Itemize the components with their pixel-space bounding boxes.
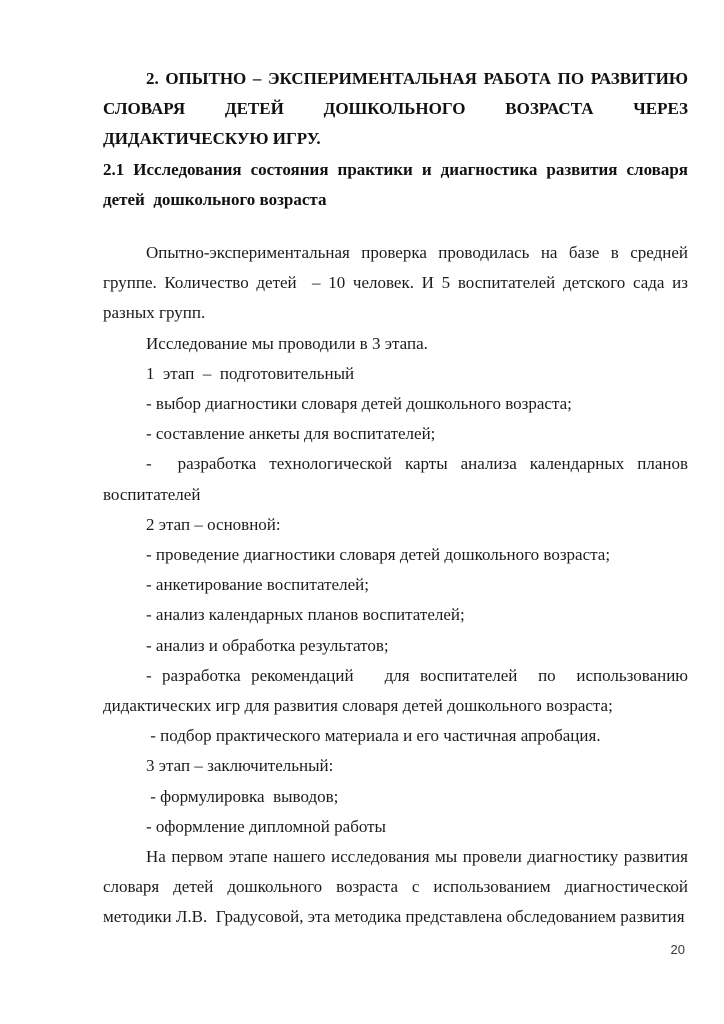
page-number: 20	[670, 942, 685, 957]
list-item: - разработка технологической карты анализа календарных планов воспитателей	[103, 454, 688, 504]
list-item: - анкетирование воспитателей;	[146, 575, 369, 595]
stage-line: 1 этап – подготовительный	[146, 363, 355, 383]
section-heading: 2.1 Исследования состояния практики и диагностика развития словаря детей дошкольного возраста	[103, 159, 688, 209]
chapter-title: 2. ОПЫТНО – ЭКСПЕРИМЕНТАЛЬНАЯ РАБОТА ПО РАЗВИТИЮ СЛОВАРЯ ДЕТЕЙ ДОШКОЛЬНОГО ВОЗРАСТА ЧЕРЕЗ ДИДАКТИЧЕСКУЮ ИГРУ.	[103, 69, 688, 149]
stage-line: 2 этап – основной:	[146, 514, 281, 534]
body-paragraph: Исследование мы проводили в 3 этапа.	[146, 333, 428, 353]
list-item: - подбор практического материала и его частичная апробация.	[146, 726, 601, 746]
stage-line: 3 этап – заключительный:	[146, 756, 334, 776]
list-item: - анализ календарных планов воспитателей;	[146, 605, 465, 625]
body-paragraph: На первом этапе нашего исследования мы провели диагностику развития словаря детей дошкольного возраста с использованием диагностической методики Л.В. Градусовой, эта методика представлена обследованием развития	[103, 847, 688, 927]
list-item: - проведение диагностики словаря детей дошкольного возраста;	[146, 545, 611, 565]
list-item: - формулировка выводов;	[146, 786, 339, 806]
list-item: - выбор диагностики словаря детей дошкольного возраста;	[146, 394, 572, 414]
list-item: - разработка рекомендаций для воспитателей по использованию дидактических игр для развития словаря детей дошкольного возраста;	[103, 665, 688, 716]
list-item: - составление анкеты для воспитателей;	[146, 424, 436, 444]
list-item: - анализ и обработка результатов;	[146, 635, 389, 655]
document-body	[103, 64, 688, 933]
list-item: - оформление дипломной работы	[146, 816, 386, 836]
body-paragraph: Опытно-экспериментальная проверка проводилась на базе в средней группе. Количество детей – 10 человек. И 5 воспитателей детского сада из разных групп.	[103, 243, 688, 323]
